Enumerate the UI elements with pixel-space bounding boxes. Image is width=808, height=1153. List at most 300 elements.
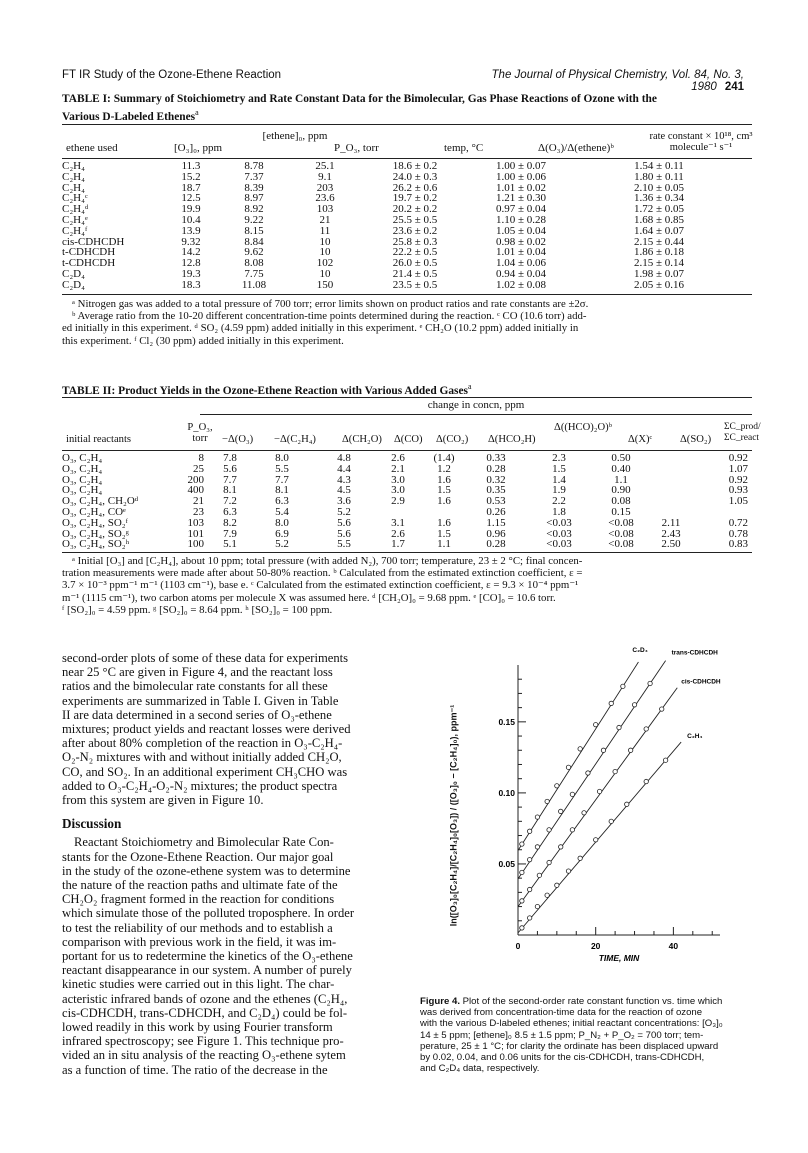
table-cell — [648, 496, 694, 507]
table-cell: 150 — [316, 278, 334, 291]
table-cell: 4.3 — [337, 473, 351, 486]
table-cell: 10 — [319, 246, 331, 259]
t1-head-po3: P_O₃, torr — [334, 142, 379, 154]
data-point — [559, 809, 563, 813]
data-point — [520, 899, 524, 903]
table-row — [58, 539, 752, 550]
table-cell: 0.93 — [728, 484, 748, 497]
table-cell: <0.03 — [546, 516, 572, 529]
table-cell: 1.68 ± 0.85 — [633, 213, 685, 226]
data-point — [535, 815, 539, 819]
table-cell: 400 — [187, 484, 204, 497]
table-cell: t-CDHCDH — [62, 257, 116, 270]
table-cell: <0.08 — [608, 516, 634, 529]
series-label: C₂D₄ — [632, 647, 648, 655]
table-cell: <0.03 — [546, 527, 572, 540]
table-cell: 7.7 — [275, 473, 289, 486]
series-fit-line — [518, 662, 638, 850]
text-line: comparison with previous work in the field, it was im- — [62, 934, 337, 949]
table-cell: 6.3 — [223, 505, 237, 518]
data-point — [601, 748, 605, 752]
table-cell: 2.10 ± 0.05 — [633, 181, 685, 194]
table-cell: 25.5 ± 0.5 — [392, 213, 438, 226]
data-point — [648, 681, 652, 685]
text-line: lowed readily in this work by using Fourier transform — [62, 1020, 333, 1035]
table-cell: 3.0 — [391, 484, 405, 497]
table-cell: 5.5 — [337, 538, 351, 551]
table-cell: 3.1 — [391, 516, 405, 529]
figure4-caption-line5: perature, 25 ± 1 °C; for clarity the ordinate has been displaced upward — [420, 1040, 719, 1052]
data-point — [559, 845, 563, 849]
table-cell: 0.28 — [486, 538, 506, 551]
data-point — [586, 771, 590, 775]
table-cell: 1.5 — [552, 462, 566, 475]
data-point — [617, 725, 621, 729]
text-line: experiments are summarized in Table I. Given in Table — [62, 693, 339, 708]
table-cell: 9.32 — [181, 235, 201, 248]
table-cell: 5.1 — [223, 538, 237, 551]
table-cell: 20.2 ± 0.2 — [392, 203, 438, 216]
table-cell: 1.1 — [437, 538, 451, 551]
text-line: mixtures; product yields and reactant losses were derived — [62, 722, 351, 737]
table-cell: C₂H₄ᵈ — [62, 203, 89, 216]
table-cell: 1.64 ± 0.07 — [633, 224, 685, 237]
table-cell — [648, 485, 694, 496]
table-cell: 18.6 ± 0.2 — [392, 160, 438, 172]
figure4-caption-line1: Plot of the second-order rate constant function vs. time which — [462, 996, 723, 1007]
t2-head-o3: −Δ(O₃) — [222, 434, 254, 445]
table-cell: 22.2 ± 0.5 — [392, 246, 438, 259]
table-cell: 5.2 — [275, 538, 289, 551]
figure4-caption-line3: with the various D-labeled ethenes; initial reactant concentrations: [O₃]₀ — [420, 1018, 723, 1030]
data-point — [660, 707, 664, 711]
table-cell: O₃, C₂H₄ — [62, 452, 103, 464]
series-label: cis-CDHCDH — [681, 678, 721, 686]
t2-head-carbon: ΣC_prod/ΣC_react — [724, 422, 761, 443]
x-tick-label: 0 — [515, 941, 521, 951]
data-point — [527, 829, 531, 833]
figure4-caption-line4: 14 ± 5 ppm; [ethene]₀ 8.5 ± 1.5 ppm; P_N₂ + P_O₂ = 700 torr; tem- — [420, 1029, 704, 1041]
data-point — [535, 904, 539, 908]
table2-body — [58, 453, 752, 550]
page-number: 241 — [724, 81, 744, 93]
table-cell: 1.6 — [437, 473, 451, 486]
t2-head-reactants: initial reactants — [66, 434, 132, 445]
text-line: vided an in situ analysis of the reacting O₃-ethene sytem — [62, 1048, 346, 1063]
paragraph-2 — [62, 835, 402, 1076]
table-cell: 1.04 ± 0.06 — [495, 257, 547, 270]
data-point — [520, 842, 524, 846]
table-cell: <0.03 — [546, 538, 572, 551]
table-cell: 21 — [319, 213, 331, 226]
table-cell: 8.39 — [244, 181, 264, 194]
table-cell: 1.5 — [437, 527, 451, 540]
table-cell: 1.6 — [437, 495, 451, 508]
table-cell: 1.01 ± 0.04 — [495, 246, 547, 259]
table1-caption-line2: Various D-Labeled Ethenes — [62, 110, 196, 123]
table-cell: 0.28 — [486, 462, 506, 475]
table-cell: 9.62 — [244, 246, 264, 259]
table-cell: 25 — [193, 462, 204, 475]
data-point — [613, 769, 617, 773]
text-line: from this system are given in Figure 10. — [62, 793, 264, 808]
table-cell: 0.53 — [486, 495, 506, 508]
table-cell: 8.0 — [275, 516, 289, 529]
table-cell: 0.32 — [486, 473, 506, 486]
t1-footnote-cont1: ed initially in this experiment. ᵈ SO₂ (4.59 ppm) added initially in this experiment. ᵉ CH₂O (10.2 ppm) added initially in — [62, 322, 579, 335]
table-cell: 1.72 ± 0.05 — [633, 203, 685, 216]
table-cell — [648, 453, 694, 464]
text-line: kinetic studies were carried out in this light. The char- — [62, 977, 335, 992]
data-point — [597, 789, 601, 793]
table-cell: 2.15 ± 0.44 — [633, 235, 685, 248]
data-point — [527, 857, 531, 861]
text-line: Reactant Stoichiometry and Bimolecular Rate Con- — [74, 835, 334, 850]
table-cell: 0.78 — [728, 527, 748, 540]
t2-head-po3: P_O₃, torr — [187, 422, 213, 444]
data-point — [527, 916, 531, 920]
table-cell: 2.3 — [552, 452, 566, 464]
table-cell: 8.84 — [244, 235, 264, 248]
table-cell: 13.9 — [181, 224, 201, 237]
table-cell: 1.10 ± 0.28 — [495, 213, 547, 226]
table-cell: 12.8 — [181, 257, 201, 270]
table-cell: 5.4 — [275, 505, 289, 518]
table2-caption-text: TABLE II: Product Yields in the Ozone-Ethene Reaction with Various Added Gases — [62, 384, 468, 397]
table-cell: 0.26 — [486, 505, 506, 518]
table1-footnotes — [62, 298, 752, 347]
series-fit-line — [518, 742, 681, 933]
table-cell: 19.3 — [181, 267, 201, 280]
table-cell: 2.1 — [391, 462, 405, 475]
table-cell: 1.36 ± 0.34 — [633, 192, 685, 205]
data-point — [644, 727, 648, 731]
table-cell: C₂H₄ — [62, 170, 85, 183]
table-cell: 6.9 — [275, 527, 289, 540]
body-column — [62, 651, 402, 1077]
table-cell: 1.80 ± 0.11 — [634, 170, 684, 183]
table-cell: 8.97 — [244, 192, 264, 205]
t1-head-ratio: Δ(O₃)/Δ(ethene)ᵇ — [538, 142, 614, 154]
table-cell: 1.8 — [552, 505, 566, 518]
table-cell: 5.6 — [337, 516, 351, 529]
data-point — [578, 856, 582, 860]
table-cell: 1.54 ± 0.11 — [634, 160, 684, 172]
t2-head-ch2o: Δ(CH₂O) — [342, 434, 382, 445]
text-line: acteristic infrared bands of ozone and the ethenes (C₂H₄, — [62, 991, 348, 1006]
data-point — [632, 703, 636, 707]
table-cell: 25.8 ± 0.3 — [392, 235, 438, 248]
table2-header-rule — [62, 450, 752, 451]
table-cell: 7.37 — [244, 170, 264, 183]
table-cell: 1.21 ± 0.30 — [495, 192, 547, 205]
table-cell: 23 — [193, 505, 204, 518]
t1-footnote-a: ᵃ Nitrogen gas was added to a total pressure of 700 torr; error limits shown on product ratios and rate constants are ±2σ. — [72, 298, 589, 310]
figure4-caption — [420, 996, 755, 1074]
table-cell: 1.05 — [728, 495, 748, 508]
text-line: infrared spectroscopy; see Figure 1. This technique pro- — [62, 1034, 344, 1049]
table-cell: 8.1 — [223, 484, 237, 497]
table-cell: 23.5 ± 0.5 — [392, 278, 438, 291]
table-row — [58, 485, 752, 496]
table-cell: C₂D₄ — [62, 267, 85, 280]
figure4-ylabel-wrap — [444, 660, 464, 990]
table-cell: C₂H₄ — [62, 160, 85, 172]
t2-footnote-cont1: tration measurements were made after about 50-80% reaction. ᵇ Calculated from the estimated extinction coefficient, ε = — [62, 567, 583, 580]
data-point — [555, 883, 559, 887]
x-tick-label: 20 — [590, 941, 601, 951]
table-cell — [648, 475, 694, 486]
table-cell: 10 — [319, 235, 331, 248]
table-cell: 12.5 — [181, 192, 201, 205]
table-cell: 19.7 ± 0.2 — [392, 192, 438, 205]
data-point — [609, 701, 613, 705]
data-point — [520, 926, 524, 930]
table-cell: 9.1 — [318, 170, 332, 183]
table-cell: 2.43 — [661, 527, 681, 540]
data-point — [555, 784, 559, 788]
table-cell: O₃, C₂H₄, SO₂ᶠ — [62, 516, 128, 529]
data-point — [621, 684, 625, 688]
t2-head-hco2h: Δ(HCO₂H) — [488, 434, 536, 445]
table-cell: 19.9 — [181, 203, 201, 216]
data-point — [663, 758, 667, 762]
table-cell: 2.2 — [552, 495, 566, 508]
table-cell: C₂D₄ — [62, 278, 85, 291]
table-cell: 7.7 — [223, 473, 237, 486]
running-header-title: FT IR Study of the Ozone-Ethene Reaction — [62, 69, 282, 81]
table-cell: 9.22 — [244, 213, 264, 226]
table-cell: 8.92 — [244, 203, 264, 216]
journal-citation: The Journal of Physical Chemistry, Vol. 84, No. 3, 1980 — [491, 69, 744, 93]
paragraph-1 — [62, 651, 402, 807]
table-cell: 0.72 — [728, 516, 748, 529]
table-cell: 14.2 — [181, 246, 201, 259]
section-heading-discussion: Discussion — [62, 816, 122, 832]
data-point — [628, 748, 632, 752]
table1-caption — [62, 93, 752, 124]
series-fit-line — [518, 688, 677, 907]
x-tick-label: 40 — [668, 941, 679, 951]
table-cell: 1.15 — [486, 516, 506, 529]
table-cell: 2.6 — [391, 452, 405, 464]
text-line: added to O₃-C₂H₄-O₂-N₂ mixtures; the product spectra — [62, 778, 338, 793]
table-cell: t-CDHCDH — [62, 246, 116, 259]
table-row — [58, 518, 752, 529]
table-cell: 11.3 — [181, 160, 201, 172]
table-cell: 2.9 — [391, 495, 405, 508]
figure4-caption-label: Figure 4. — [420, 996, 460, 1007]
table-cell: 26.0 ± 0.5 — [392, 257, 438, 270]
t1-footnote-cont2: this experiment. ᶠ Cl₂ (30 ppm) added initially in this experiment. — [62, 334, 344, 347]
table-row — [58, 464, 752, 475]
y-tick-label: 0.10 — [498, 787, 515, 798]
table-cell: 11 — [319, 224, 331, 237]
table-cell: 4.8 — [337, 452, 351, 464]
table-cell: 0.50 — [611, 452, 631, 464]
table2-column-headers — [62, 416, 761, 448]
table-row — [58, 507, 752, 518]
text-line: CO, and SO₂. In an additional experiment CH₃CHO was — [62, 764, 348, 779]
table-cell: 7.8 — [223, 452, 237, 464]
table-cell: 1.02 ± 0.08 — [495, 278, 547, 291]
data-point — [644, 779, 648, 783]
table-cell: C₂H₄ᵉ — [62, 213, 88, 226]
table-cell: 1.5 — [437, 484, 451, 497]
table-cell: 203 — [316, 181, 334, 194]
t2-head-hco2o: Δ((HCO)₂O)ᵇ — [554, 422, 612, 433]
table-cell: 103 — [316, 203, 334, 216]
table-cell: 0.92 — [728, 473, 748, 486]
text-line: after about 80% completion of the reaction in O₃-C₂H₄- — [62, 736, 343, 751]
table-cell: 1.00 ± 0.07 — [495, 160, 547, 172]
series-label: trans-CDHCDH — [671, 649, 718, 657]
table-cell: 1.98 ± 0.07 — [633, 267, 685, 280]
table-cell: 0.08 — [611, 495, 631, 508]
figure4-caption-line2: was derived from concentration-time data for the reaction of ozone — [420, 1007, 703, 1019]
table-cell: 1.07 — [728, 462, 748, 475]
table-cell: 24.0 ± 0.3 — [392, 170, 438, 183]
table-cell: 0.90 — [611, 484, 631, 497]
table-cell: 0.35 — [486, 484, 506, 497]
data-point — [545, 799, 549, 803]
text-line: ratios and the bimolecular rate constants for all these — [62, 679, 328, 694]
table2-bottom-rule — [62, 552, 752, 553]
table-cell: 8.0 — [275, 452, 289, 464]
table-cell: 23.6 — [315, 192, 335, 205]
table-cell: O₃, C₂H₄, SO₂ʰ — [62, 538, 130, 551]
table1-caption-line1: TABLE I: Summary of Stoichiometry and Rate Constant Data for the Bimolecular, Gas Phase Reactions of Ozone with the — [62, 93, 657, 105]
figure4-caption-line7: and C₂D₄ data, respectively. — [420, 1063, 540, 1075]
table-cell: 23.6 ± 0.2 — [392, 224, 438, 237]
figure4-ylabel: ln([O₃]₀[C₂H₄]/[C₂H₄]₀[O₃]) / ([O₃]₀ − [C₂H₄]₀), ppm⁻¹ — [448, 704, 459, 927]
table-cell: 1.2 — [437, 462, 451, 475]
t1-head-ethene: ethene used — [66, 142, 118, 154]
data-point — [609, 819, 613, 823]
table1-header-rule — [62, 158, 752, 159]
table-cell: 0.40 — [611, 462, 631, 475]
running-header-journal — [450, 69, 744, 93]
table-cell: <0.08 — [608, 538, 634, 551]
table-cell: 1.1 — [614, 473, 628, 486]
table-cell: 0.97 ± 0.04 — [495, 203, 547, 216]
data-point — [547, 828, 551, 832]
table-cell: 0.15 — [611, 505, 631, 518]
y-tick-label: 0.05 — [498, 858, 515, 869]
text-line: to test the reliability of our methods and to establish a — [62, 920, 333, 935]
table-cell: C₂H₄ᶠ — [62, 224, 88, 237]
table-cell: 1.01 ± 0.02 — [495, 181, 547, 194]
t2-footnote-a: ᵃ Initial [O₃] and [C₂H₄], about 10 ppm; total pressure (with added N₂), 700 torr; temperature, 23 ± 2 °C; final concen- — [72, 555, 583, 567]
table-cell: 0.94 ± 0.04 — [495, 267, 547, 280]
table-cell: 5.6 — [223, 462, 237, 475]
table-cell: 1.6 — [437, 516, 451, 529]
table1-bottom-rule — [62, 294, 752, 295]
table-cell: 8 — [198, 452, 204, 464]
data-point — [535, 845, 539, 849]
table-cell: 4.4 — [337, 462, 351, 475]
table-cell: 8.1 — [275, 484, 289, 497]
table-row — [58, 496, 752, 507]
table-cell: 102 — [316, 257, 334, 270]
table-cell: cis-CDHCDH — [62, 235, 125, 248]
text-line: stants for the Ozone-Ethene Reaction. Our major goal — [62, 849, 334, 864]
table-cell: 15.2 — [181, 170, 201, 183]
table-cell: 1.9 — [552, 484, 566, 497]
table-cell: 4.5 — [337, 484, 351, 497]
table2-footnotes — [62, 555, 752, 616]
table-cell — [648, 464, 694, 475]
text-line: portant for us to redetermine the kinetics of the O₃-ethene — [62, 949, 353, 964]
text-line: CH₂O₂ fragment formed in the reaction for conditions — [62, 892, 335, 907]
data-point — [570, 828, 574, 832]
table-row — [58, 475, 752, 486]
table-cell: 18.3 — [181, 278, 201, 291]
table-cell: 8.15 — [244, 224, 264, 237]
data-point — [578, 747, 582, 751]
text-line: cis-CDHCDH, trans-CDHCDH, and C₂D₄) could be fol- — [62, 1005, 348, 1020]
table-cell: 1.05 ± 0.04 — [495, 224, 547, 237]
table-cell: C₂H₄ᶜ — [62, 192, 88, 205]
table-cell: 3.0 — [391, 473, 405, 486]
data-point — [625, 802, 629, 806]
table-cell: 0.83 — [728, 538, 748, 551]
table-cell: O₃, C₂H₄, SO₂ᵍ — [62, 527, 129, 540]
y-tick-label: 0.15 — [498, 716, 515, 727]
table-cell: O₃, C₂H₄ — [62, 462, 103, 475]
table-row — [58, 172, 742, 183]
t2-head-c2h4: −Δ(C₂H₄) — [274, 434, 316, 445]
table-cell: 18.7 — [181, 181, 201, 194]
text-line: O₂-N₂ mixtures with and without initially added CH₂O, — [62, 750, 342, 765]
data-point — [520, 870, 524, 874]
data-point — [545, 893, 549, 897]
t2-head-so2: Δ(SO₂) — [680, 434, 712, 445]
table2-spanner-rule — [200, 414, 752, 415]
table1-column-headers — [62, 127, 752, 157]
table1-caption-sup: a — [195, 108, 199, 117]
t1-head-ethene-conc: [ethene]₀, ppm — [262, 130, 328, 142]
text-line: which simulate those of the polluted troposphere. In order — [62, 906, 355, 921]
table-cell: 7.75 — [244, 267, 264, 280]
table-cell: <0.08 — [608, 527, 634, 540]
text-line: second-order plots of some of these data for experiments — [62, 651, 349, 665]
table-cell: 1.00 ± 0.06 — [495, 170, 547, 183]
text-line: in the study of the ozone-ethene system was to determine — [62, 863, 351, 878]
table-cell: 5.5 — [275, 462, 289, 475]
table1-top-rule — [62, 124, 752, 125]
table-cell: 26.2 ± 0.6 — [392, 181, 438, 194]
t2-head-x: Δ(X)ᶜ — [628, 434, 653, 445]
table-cell: 100 — [187, 538, 204, 551]
table-cell: 2.6 — [391, 527, 405, 540]
figure4-chart — [420, 645, 750, 985]
t1-head-temp: temp, °C — [444, 142, 484, 154]
t1-head-o3: [O₃]₀, ppm — [174, 142, 222, 154]
table-cell: 5.6 — [337, 527, 351, 540]
table2-caption-sup: a — [467, 382, 472, 391]
t2-footnote-cont4: ᶠ [SO₂]₀ = 4.59 ppm. ᵍ [SO₂]₀ = 8.64 ppm. ʰ [SO₂]₀ = 100 ppm. — [62, 603, 333, 616]
table-cell: 2.05 ± 0.16 — [633, 278, 685, 291]
table-cell: 7.9 — [223, 527, 237, 540]
text-line: II are data determined in a second series of O₃-ethene — [62, 707, 332, 722]
text-line: the nature of the reaction paths and ultimate fate of the — [62, 878, 338, 893]
table-cell: 8.08 — [244, 257, 264, 270]
table-cell: O₃, C₂H₄, CH₂Oᵈ — [62, 495, 139, 508]
table-cell: 200 — [187, 473, 204, 486]
table2-caption — [62, 380, 752, 398]
table-cell: 101 — [187, 527, 204, 540]
